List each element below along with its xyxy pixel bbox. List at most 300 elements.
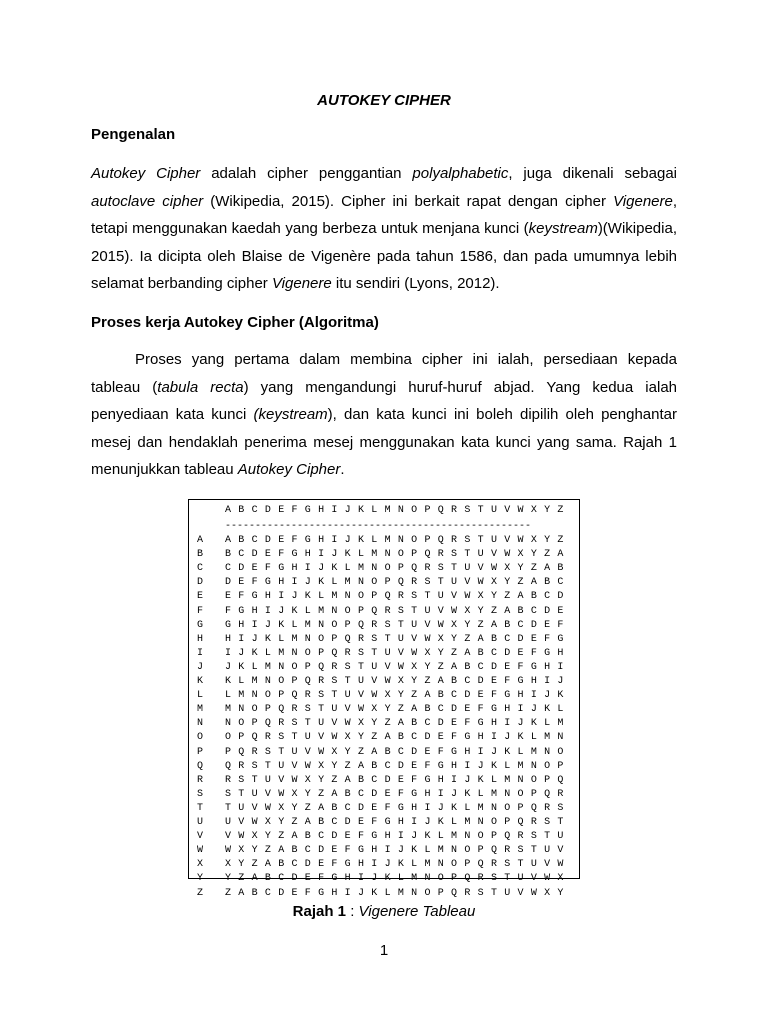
tableau-cell: E <box>264 549 271 561</box>
tableau-header-letter: W <box>517 505 524 516</box>
tableau-cell: M <box>517 760 524 772</box>
tableau-cell: H <box>238 619 245 631</box>
text-run: , juga dikenali sebagai <box>508 165 677 182</box>
tableau-cell: N <box>504 788 511 800</box>
tableau-cell: C <box>544 591 551 603</box>
tableau-cell: X <box>331 746 338 758</box>
tableau-cell: H <box>490 718 497 730</box>
tableau-cell: W <box>318 746 325 758</box>
tableau-cell: P <box>517 802 524 814</box>
tableau-cell: C <box>504 633 511 645</box>
tableau-cell: D <box>331 831 338 843</box>
tableau-cell: Q <box>331 647 338 659</box>
tableau-cell: C <box>357 788 364 800</box>
tableau-cell: E <box>357 817 364 828</box>
tableau-cell: B <box>437 690 444 702</box>
tableau-cell: Z <box>304 802 311 814</box>
tableau-cell: H <box>397 817 404 828</box>
tableau-cell: B <box>557 563 564 575</box>
tableau-cell: F <box>557 619 564 631</box>
tableau-cell: G <box>504 690 511 702</box>
tableau-cell: L <box>490 774 497 786</box>
tableau-cell: Z <box>411 690 418 702</box>
tableau-cell: G <box>411 788 418 800</box>
tableau-cell: L <box>251 661 258 673</box>
tableau-cell: Q <box>344 633 351 645</box>
tableau-cell: X <box>544 887 551 899</box>
tableau-cell: V <box>357 690 364 702</box>
tableau-cell: Y <box>477 605 484 617</box>
tableau-cell: V <box>344 704 351 716</box>
tableau-header-letter: B <box>238 505 245 516</box>
tableau-cell: F <box>251 577 258 589</box>
tableau-cell: S <box>238 774 245 786</box>
tableau-cell: B <box>477 647 484 659</box>
tableau-cell: Z <box>264 845 271 857</box>
tableau-cell: U <box>557 831 564 843</box>
tableau-cell: Q <box>464 873 471 885</box>
tableau-cell: H <box>477 732 484 744</box>
tableau-cell: M <box>331 591 338 603</box>
tableau-cell: Y <box>344 746 351 758</box>
tableau-cell: T <box>411 605 418 617</box>
tableau-cell: E <box>304 873 311 885</box>
tableau-cell: Y <box>384 704 391 716</box>
tableau-cell: O <box>304 647 311 659</box>
tableau-cell: B <box>371 760 378 772</box>
tableau-cell: J <box>557 676 564 687</box>
tableau-cell: T <box>344 676 351 687</box>
tableau-cell: T <box>437 577 444 589</box>
tableau-cell: C <box>344 802 351 814</box>
tableau-cell: O <box>238 718 245 730</box>
tableau-cell: O <box>411 535 418 546</box>
figure-caption <box>0 903 768 920</box>
tableau-cell: E <box>411 760 418 772</box>
tableau-cell: B <box>344 788 351 800</box>
tableau-cell: C <box>371 774 378 786</box>
tableau-cell: I <box>424 802 431 814</box>
tableau-cell: D <box>384 774 391 786</box>
tableau-cell: Z <box>331 774 338 786</box>
tableau-cell: U <box>304 732 311 744</box>
tableau-cell: P <box>225 746 232 758</box>
tableau-cell: I <box>291 577 298 589</box>
tableau-cell: V <box>304 746 311 758</box>
tableau-cell: O <box>490 817 497 828</box>
text-run: tableau ( <box>91 378 158 396</box>
paragraph-line <box>91 243 677 271</box>
tableau-cell: Y <box>437 647 444 659</box>
tableau-cell: A <box>304 817 311 828</box>
tableau-cell: S <box>251 760 258 772</box>
tableau-cell: P <box>264 704 271 716</box>
tableau-cell: S <box>384 619 391 631</box>
tableau-cell: F <box>477 704 484 716</box>
tableau-cell: P <box>464 859 471 871</box>
tableau-cell: W <box>477 577 484 589</box>
tableau-cell: F <box>344 845 351 857</box>
tableau-cell: A <box>344 774 351 786</box>
tableau-cell: S <box>371 633 378 645</box>
tableau-cell: H <box>451 760 458 772</box>
tableau-cell: O <box>357 591 364 603</box>
tableau-cell: D <box>437 718 444 730</box>
tableau-cell: O <box>291 661 298 673</box>
tableau-cell: G <box>477 718 484 730</box>
tableau-cell: A <box>477 633 484 645</box>
tableau-cell: K <box>225 676 232 687</box>
tableau-cell: U <box>371 661 378 673</box>
tableau-row-label: R <box>197 774 204 786</box>
tableau-cell: O <box>251 704 258 716</box>
tableau-cell: A <box>437 676 444 687</box>
tableau-cell: X <box>318 760 325 772</box>
tableau-cell: A <box>530 577 537 589</box>
tableau-cell: S <box>517 845 524 857</box>
tableau-cell: Q <box>291 690 298 702</box>
tableau-cell: N <box>278 661 285 673</box>
tableau-cell: K <box>331 563 338 575</box>
tableau-cell: U <box>530 859 537 871</box>
tableau-cell: G <box>304 535 311 546</box>
tableau-cell: Q <box>304 676 311 687</box>
tableau-cell: T <box>557 817 564 828</box>
tableau-cell: U <box>225 817 232 828</box>
tableau-cell: A <box>504 605 511 617</box>
tableau-header-letter: A <box>225 505 232 516</box>
tableau-cell: N <box>291 647 298 659</box>
tableau-cell: H <box>530 676 537 687</box>
tableau-cell: M <box>291 633 298 645</box>
italic-text: (keystream <box>253 406 328 423</box>
tableau-cell: Z <box>291 817 298 828</box>
tableau-cell: R <box>264 732 271 744</box>
tableau-header-letter: X <box>530 505 537 516</box>
tableau-cell: T <box>504 873 511 885</box>
text-run: mesej dan hendaklah penerima mesej menggunakan kata kunci yang sama. Rajah 1 <box>91 433 677 451</box>
tableau-cell: Z <box>318 788 325 800</box>
tableau-cell: W <box>530 887 537 899</box>
tableau-cell: X <box>344 732 351 744</box>
tableau-cell: E <box>464 704 471 716</box>
tableau-cell: G <box>344 859 351 871</box>
tableau-cell: H <box>544 661 551 673</box>
tableau-cell: U <box>264 774 271 786</box>
tableau-cell: N <box>304 633 311 645</box>
tableau-cell: X <box>490 577 497 589</box>
tableau-cell: W <box>344 718 351 730</box>
tableau-cell: Y <box>504 577 511 589</box>
tableau-cell: G <box>278 563 285 575</box>
tableau-cell: K <box>504 746 511 758</box>
tableau-cell: T <box>517 859 524 871</box>
tableau-cell: I <box>344 887 351 899</box>
tableau-cell: N <box>464 831 471 843</box>
tableau-cell: A <box>490 619 497 631</box>
tableau-cell: E <box>238 577 245 589</box>
tableau-cell: A <box>331 788 338 800</box>
tableau-cell: A <box>225 535 232 546</box>
tableau-cell: Z <box>384 718 391 730</box>
tableau-cell: W <box>464 591 471 603</box>
tableau-cell: T <box>530 845 537 857</box>
tableau-cell: M <box>477 802 484 814</box>
tableau-cell: G <box>557 633 564 645</box>
tableau-cell: M <box>371 549 378 561</box>
tableau-cell: X <box>238 845 245 857</box>
tableau-cell: G <box>451 746 458 758</box>
tableau-cell: D <box>291 873 298 885</box>
tableau-cell: O <box>384 563 391 575</box>
tableau-cell: U <box>397 633 404 645</box>
tableau-cell: C <box>437 704 444 716</box>
tableau-cell: T <box>451 563 458 575</box>
tableau-cell: A <box>291 831 298 843</box>
tableau-cell: B <box>397 732 404 744</box>
tableau-cell: Z <box>437 661 444 673</box>
tableau-cell: M <box>437 845 444 857</box>
tableau-cell: P <box>371 591 378 603</box>
tableau-cell: R <box>424 563 431 575</box>
tableau-cell: U <box>291 746 298 758</box>
tableau-cell: K <box>357 535 364 546</box>
tableau-cell: J <box>530 704 537 716</box>
tableau-cell: X <box>477 591 484 603</box>
tableau-cell: R <box>411 577 418 589</box>
tableau-cell: F <box>304 887 311 899</box>
tableau-header-letter: R <box>451 505 458 516</box>
tableau-cell: T <box>331 690 338 702</box>
tableau-cell: M <box>451 831 458 843</box>
tableau-cell: I <box>384 845 391 857</box>
tableau-cell: R <box>238 760 245 772</box>
tableau-cell: U <box>437 591 444 603</box>
tableau-cell: Y <box>530 549 537 561</box>
tableau-row-label: L <box>197 690 204 702</box>
tableau-cell: P <box>530 788 537 800</box>
tableau-cell: U <box>504 887 511 899</box>
tableau-cell: W <box>451 605 458 617</box>
tableau-cell: D <box>357 802 364 814</box>
tableau-cell: A <box>451 661 458 673</box>
tableau-cell: K <box>318 577 325 589</box>
tableau-cell: D <box>238 563 245 575</box>
tableau-cell: E <box>318 859 325 871</box>
tableau-cell: N <box>238 704 245 716</box>
tableau-cell: D <box>278 887 285 899</box>
tableau-cell: I <box>357 873 364 885</box>
tableau-row-label: F <box>197 605 204 617</box>
tableau-cell: I <box>451 774 458 786</box>
tableau-cell: P <box>544 774 551 786</box>
italic-text: autoclave cipher <box>91 192 204 210</box>
tableau-cell: Q <box>557 774 564 786</box>
tableau-cell: P <box>451 873 458 885</box>
tableau-cell: Y <box>397 690 404 702</box>
tableau-cell: K <box>371 887 378 899</box>
tableau-cell: J <box>225 661 232 673</box>
tableau-cell: D <box>477 676 484 687</box>
tableau-cell: K <box>424 831 431 843</box>
tableau-row-label: B <box>197 549 204 561</box>
tableau-cell: W <box>251 817 258 828</box>
text-run: selamat berbanding cipher <box>91 275 272 292</box>
tableau-cell: H <box>278 577 285 589</box>
tableau-cell: D <box>344 817 351 828</box>
tableau-cell: I <box>318 549 325 561</box>
tableau-cell: V <box>477 563 484 575</box>
tableau-cell: Z <box>490 605 497 617</box>
tableau-cell: Y <box>424 661 431 673</box>
tableau-cell: X <box>557 873 564 885</box>
tableau-cell: H <box>384 831 391 843</box>
tableau-cell: K <box>291 605 298 617</box>
tableau-row-label: A <box>197 535 204 546</box>
tableau-cell: G <box>397 802 404 814</box>
tableau-header-letter: D <box>264 505 271 516</box>
tableau-cell: R <box>517 831 524 843</box>
tableau-cell: P <box>318 647 325 659</box>
tableau-cell: K <box>411 845 418 857</box>
tableau-cell: D <box>225 577 232 589</box>
tableau-cell: W <box>544 873 551 885</box>
tableau-cell: S <box>451 549 458 561</box>
tableau-cell: B <box>424 704 431 716</box>
tableau-row-label: K <box>197 676 204 687</box>
tableau-cell: R <box>304 690 311 702</box>
tableau-cell: J <box>411 831 418 843</box>
text-run: ) yang mengandungi huruf-huruf abjad. Yang kedua ialah <box>243 378 678 396</box>
tableau-cell: H <box>291 563 298 575</box>
text-run: , <box>672 192 678 210</box>
tableau-cell: G <box>251 591 258 603</box>
tableau-cell: C <box>411 732 418 744</box>
tableau-cell: X <box>304 774 311 786</box>
tableau-cell: V <box>384 661 391 673</box>
tableau-cell: J <box>264 619 271 631</box>
tableau-cell: O <box>225 732 232 744</box>
tableau-cell: J <box>238 647 245 659</box>
tableau-cell: W <box>371 690 378 702</box>
tableau-cell: O <box>278 676 285 687</box>
tableau-cell: H <box>504 704 511 716</box>
tableau-cell: V <box>544 859 551 871</box>
tableau-cell: P <box>557 760 564 772</box>
tableau-cell: B <box>278 859 285 871</box>
tableau-cell: I <box>304 563 311 575</box>
tableau-cell: N <box>437 859 444 871</box>
tableau-cell: A <box>238 887 245 899</box>
tableau-cell: J <box>424 817 431 828</box>
tableau-cell: D <box>371 788 378 800</box>
tableau-cell: C <box>451 690 458 702</box>
tableau-cell: Y <box>357 732 364 744</box>
tableau-cell: C <box>384 760 391 772</box>
tableau-cell: F <box>424 760 431 772</box>
tableau-cell: R <box>384 605 391 617</box>
tableau-cell: I <box>437 788 444 800</box>
tableau-cell: K <box>384 873 391 885</box>
tableau-cell: J <box>451 788 458 800</box>
tableau-cell: C <box>424 718 431 730</box>
tableau-cell: A <box>371 746 378 758</box>
tableau-row-label: C <box>197 563 204 575</box>
tableau-cell: W <box>278 788 285 800</box>
tableau-cell: L <box>304 605 311 617</box>
tableau-cell: W <box>490 563 497 575</box>
tableau-cell: U <box>251 788 258 800</box>
tableau-cell: I <box>557 661 564 673</box>
tableau-cell: T <box>251 774 258 786</box>
tableau-cell: Z <box>278 831 285 843</box>
tableau-cell: G <box>384 817 391 828</box>
tableau-cell: T <box>490 887 497 899</box>
tableau-cell: O <box>477 831 484 843</box>
tableau-cell: X <box>464 605 471 617</box>
tableau-cell: D <box>504 647 511 659</box>
tableau-cell: E <box>530 633 537 645</box>
tableau-cell: P <box>477 845 484 857</box>
tableau-cell: Q <box>437 535 444 546</box>
tableau-cell: D <box>264 535 271 546</box>
tableau-cell: L <box>451 817 458 828</box>
tableau-cell: L <box>424 845 431 857</box>
tableau-cell: V <box>397 647 404 659</box>
tableau-cell: K <box>490 760 497 772</box>
tableau-cell: C <box>517 619 524 631</box>
text-run: 2015). Ia dicipta oleh Blaise de Vigenère pada tahun 1586, dan pada umumnya lebih <box>91 247 677 265</box>
tableau-cell: T <box>291 732 298 744</box>
tableau-cell: W <box>437 619 444 631</box>
tableau-row-label: V <box>197 831 204 843</box>
tableau-row-label: N <box>197 718 204 730</box>
tableau-cell: D <box>397 760 404 772</box>
tableau-cell: C <box>291 859 298 871</box>
tableau-cell: T <box>384 633 391 645</box>
tableau-cell: W <box>557 859 564 871</box>
tableau-cell: O <box>504 802 511 814</box>
italic-text: Vigenere <box>613 192 673 210</box>
tableau-cell: N <box>251 690 258 702</box>
tableau-cell: Q <box>530 802 537 814</box>
text-run: (Wikipedia, 2015). Cipher ini berkait rapat dengan cipher <box>203 192 614 210</box>
tableau-cell: V <box>437 605 444 617</box>
tableau-cell: J <box>291 591 298 603</box>
tableau-cell: J <box>331 549 338 561</box>
tableau-cell: B <box>490 633 497 645</box>
tableau-cell: C <box>464 676 471 687</box>
tableau-cell: E <box>504 661 511 673</box>
tableau-cell: N <box>357 577 364 589</box>
tableau-cell: T <box>264 760 271 772</box>
tableau-header-letter: G <box>304 505 311 516</box>
tableau-cell: O <box>344 605 351 617</box>
tableau-cell: E <box>397 774 404 786</box>
tableau-cell: H <box>371 845 378 857</box>
tableau-cell: S <box>437 563 444 575</box>
tableau-cell: M <box>384 535 391 546</box>
tableau-cell: H <box>517 690 524 702</box>
tableau-cell: B <box>264 873 271 885</box>
tableau-cell: N <box>424 873 431 885</box>
text-run: ), dan kata kunci ini boleh dipilih oleh penghantar <box>327 406 677 423</box>
italic-text: keystream <box>528 220 598 237</box>
tableau-cell: Y <box>451 633 458 645</box>
tableau-cell: F <box>437 746 444 758</box>
tableau-row-label: X <box>197 859 204 871</box>
tableau-cell: E <box>225 591 232 603</box>
